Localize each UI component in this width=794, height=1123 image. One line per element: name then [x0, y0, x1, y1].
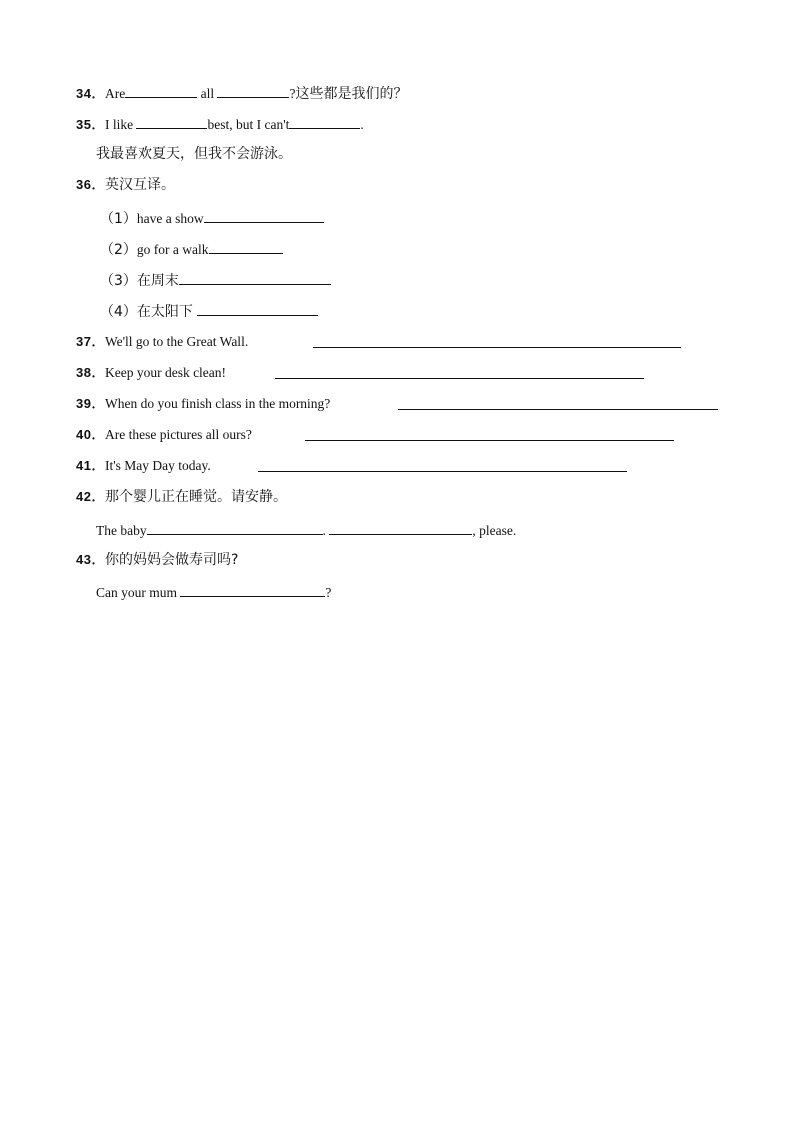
question-36	[76, 175, 175, 195]
answer-blank[interactable]	[289, 113, 360, 129]
question-number: 35．	[76, 117, 105, 132]
answer-line[interactable]	[258, 471, 627, 472]
answer-blank[interactable]	[136, 113, 207, 129]
question-42-answer: The baby . , please.	[96, 519, 516, 539]
question-42: 42．那个婴儿正在睡觉。请安静。	[76, 489, 287, 505]
question-37: 37．We'll go to the Great Wall.	[76, 334, 249, 349]
question-34: 34．Are all ?这些都是我们的？	[76, 82, 407, 102]
answer-blank[interactable]	[329, 519, 472, 535]
translate-item-1: （1）have a show	[100, 207, 324, 227]
question-41: 41．It's May Day today.	[76, 458, 211, 473]
question-title: 英汉互译。	[104, 177, 175, 193]
question-38: 38．Keep your desk clean!	[76, 365, 227, 380]
question-43-answer: Can your mum ?	[96, 581, 331, 601]
question-number: 34．	[76, 86, 105, 101]
question-35-chinese: 我最喜欢夏天，但我不会游泳。	[96, 146, 292, 162]
question-number: 38．	[76, 365, 105, 380]
answer-blank[interactable]	[179, 269, 331, 285]
answer-blank[interactable]	[180, 581, 325, 597]
question-number: 39．	[76, 396, 105, 411]
question-number: 43．	[76, 552, 105, 567]
answer-blank[interactable]	[204, 207, 324, 223]
answer-line[interactable]	[305, 440, 674, 441]
question-35: 35．I like best, but I can't .	[76, 113, 364, 133]
translate-item-3: （3）在周末	[100, 269, 331, 289]
question-number: 37．	[76, 334, 105, 349]
answer-blank[interactable]	[125, 82, 197, 98]
question-43: 43．你的妈妈会做寿司吗?	[76, 552, 239, 568]
question-number: 41．	[76, 458, 105, 473]
question-39: 39．When do you finish class in the morning?	[76, 396, 331, 411]
answer-blank[interactable]	[217, 82, 289, 98]
answer-line[interactable]	[275, 378, 644, 379]
answer-blank[interactable]	[209, 238, 283, 254]
answer-blank[interactable]	[197, 300, 318, 316]
question-40: 40．Are these pictures all ours?	[76, 427, 252, 442]
translate-item-4: （4）在太阳下	[100, 300, 318, 320]
answer-line[interactable]	[313, 347, 681, 348]
question-number: 42．	[76, 489, 105, 504]
question-number: 36．	[76, 177, 105, 192]
answer-line[interactable]	[398, 409, 718, 410]
answer-blank[interactable]	[147, 519, 323, 535]
question-number: 40．	[76, 427, 105, 442]
translate-item-2: （2）go for a walk	[100, 238, 283, 258]
